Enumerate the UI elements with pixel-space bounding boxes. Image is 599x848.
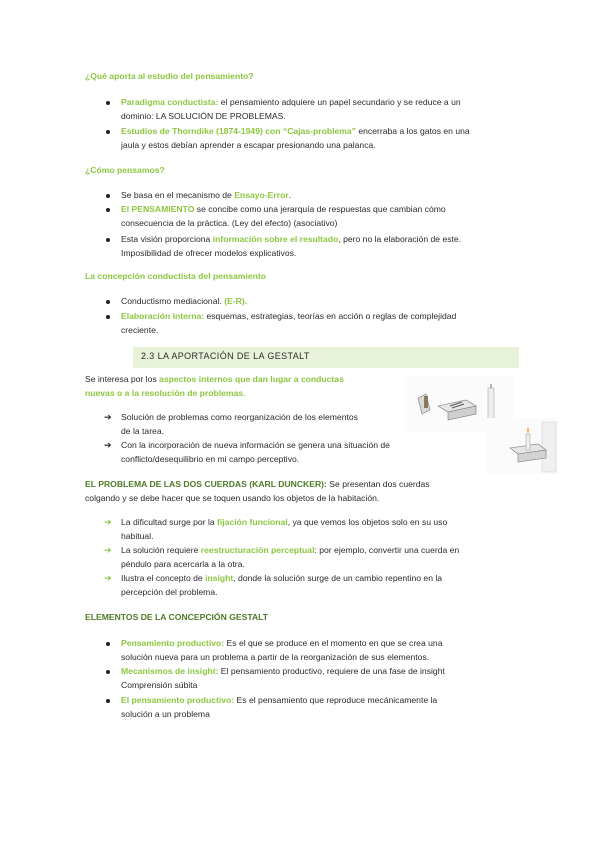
bullet-icon [106,300,110,304]
list-item [121,310,521,337]
bullet-icon [106,238,110,242]
bullet-icon [106,101,110,105]
list-item [121,125,521,152]
list-item [121,637,521,664]
term: Mecanismos de insight: [121,666,219,676]
term: Paradigma conductista: [121,97,219,107]
item-text: Solución de problemas como reorganización de los elementos [121,412,358,422]
duncker-paragraph [85,478,505,505]
item-text: dominio: LA SOLUCIÓN DE PROBLEMAS. [121,110,286,121]
item-text: consecuencia de la práctica. (Ley del efecto) (asociativo) [121,217,338,228]
right-arrow-icon: ➔ [104,440,112,450]
right-arrow-icon: ➔ [104,545,112,555]
term: Elaboración interna: [121,311,205,321]
section-heading: ¿Cómo pensamos? [85,165,165,175]
bullet-icon [106,699,110,703]
arrow-item [121,439,441,466]
bullet-icon [106,130,110,134]
item-text: solución nueva para un problema a partir de la reorganización de sus elementos. [121,651,430,662]
item-text: Conductismo mediacional. [121,296,225,306]
term: fijación funcional [217,517,288,527]
term: El PENSAMIENTO [121,204,195,214]
section-heading: La concepción conductista del pensamiento [85,271,266,281]
bullet-icon [106,208,110,212]
item-text: encerraba a los gatos en una [355,126,470,136]
paragraph-text: Se presentan dos cuerdas [326,479,430,489]
arrow-item [121,544,521,571]
right-arrow-icon: ➔ [104,573,112,583]
list-item [121,189,521,203]
list-item [121,694,521,721]
item-text: el pensamiento adquiere un papel secundario y se reduce a un [218,97,461,107]
item-text: , ya que vemos los objetos solo en su uso [287,517,448,527]
list-item [121,233,521,260]
item-text: solución a un problema [121,708,210,719]
item-text: : por ejemplo, convertir una cuerda en [314,545,460,555]
bullet-icon [106,315,110,319]
item-text: La solución requiere [121,545,201,555]
bullet-icon [106,642,110,646]
item-text: se concibe como una jerarquía de respuestas que cambian cómo [194,204,446,214]
item-text: esquemas, estrategias, teorías en acción o reglas de complejidad [204,311,457,321]
item-text: Esta visión proporciona [121,234,213,244]
list-item [121,203,521,230]
item-text: Es el que se produce en el momento en que se crea una [224,638,443,648]
bullet-icon [106,670,110,674]
duncker-title: EL PROBLEMA DE LAS DOS CUERDAS (KARL DUNCKER): [85,479,327,489]
section-heading: ELEMENTOS DE LA CONCEPCIÓN GESTALT [85,612,269,622]
bullet-icon [106,194,110,198]
item-text: creciente. [121,324,159,335]
section-heading: ¿Qué aporta al estudio del pensamiento? [85,71,254,81]
item-text: La dificultad surge por la [121,517,218,527]
item-text: Comprensión súbita [121,679,198,690]
term: (E-R). [224,296,248,306]
term: El pensamiento productivo: [121,695,235,705]
item-text: conflicto/desequilibrio en mi campo perceptivo. [121,453,300,464]
item-text: Imposibilidad de ofrecer modelos explicativos. [121,247,297,258]
paragraph-text: colgando y se debe hacer que se toquen usando los objetos de la habitación. [85,492,380,503]
item-text: , donde la solución surge de un cambio repentino en la [233,573,443,583]
item-text: Ilustra el concepto de [121,573,206,583]
right-arrow-icon: ➔ [104,412,112,422]
term: Ensayo-Error [234,190,289,200]
candle-on-wall-illustration [486,418,558,474]
term: nuevas o a la resolución de problemas. [85,387,246,398]
term: Estudios de Thorndike (1874-1949) con “Cajas-problema” [121,126,356,136]
term: información sobre el resultado [212,234,339,244]
list-item [121,295,521,309]
item-text: . [288,190,292,200]
arrow-item [121,516,521,543]
item-text: habitual. [121,530,154,541]
item-text: jaula y estos debían aprender a escapar presionando una palanca. [121,139,376,150]
intro-text: Se interesa por los [85,374,160,384]
section-band-title: 2.3 LA APORTACIÓN DE LA GESTALT [141,351,310,361]
item-text: Es el pensamiento que reproduce mecánicamente la [234,695,438,705]
right-arrow-icon: ➔ [104,517,112,527]
item-text: péndulo para acercarla a la otra. [121,558,245,569]
item-text: de la tarea. [121,425,164,436]
list-item [121,665,521,692]
term: reestructuración perceptual [200,545,315,555]
gestalt-intro [85,373,395,400]
item-text: percepción del problema. [121,586,218,597]
arrow-item [121,572,521,599]
item-text: El pensamiento productivo, requiere de una fase de insight [218,666,445,676]
arrow-item [121,411,421,438]
term: insight [205,573,234,583]
term: aspectos internos que dan lugar a conductas [159,374,344,384]
item-text: , pero no la elaboración de este. [338,234,462,244]
term: Pensamiento productivo: [121,638,225,648]
item-text: Se basa en el mecanismo de [121,190,235,200]
item-text: Con la incorporación de nueva información se genera una situación de [121,440,390,450]
list-item [121,96,521,123]
